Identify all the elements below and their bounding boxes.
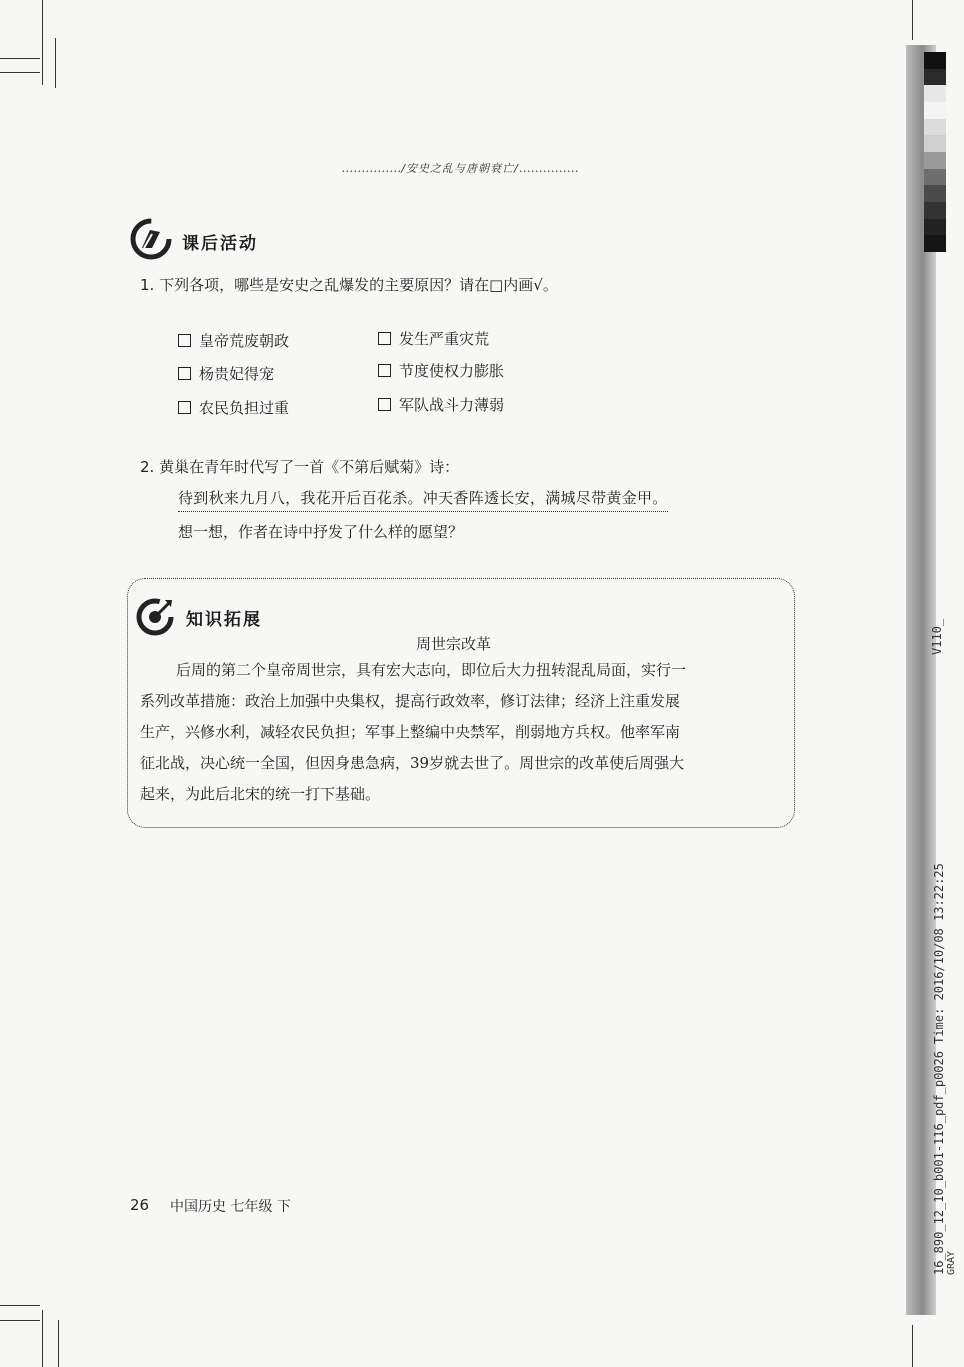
gray-scale-bar <box>924 52 946 252</box>
question-2-prompt: 想一想，作者在诗中抒发了什么样的愿望？ <box>178 523 464 541</box>
crop-mark <box>55 38 56 88</box>
option-item <box>378 360 504 381</box>
option-label: 农民负担过重 <box>199 399 290 417</box>
margin-v110: V110_ <box>930 618 944 655</box>
header-dots-right: …………… <box>518 161 579 175</box>
book-title: 中国历史 七年级 下 <box>170 1199 291 1215</box>
option-label: 军队战斗力薄弱 <box>399 396 505 414</box>
running-header <box>0 160 920 176</box>
paragraph-line: 后周的第二个皇帝周世宗，具有宏大志向，即位后大力扭转混乱局面，实行一 <box>176 661 687 679</box>
target-arrow-icon <box>135 596 175 636</box>
checkbox[interactable] <box>178 401 191 414</box>
pencil-swirl-icon <box>130 218 172 260</box>
margin-file-info: 16_890_12_10_b001-116_pdf_p0026 Time: 2016/10/08 13:22:25 <box>932 863 946 1275</box>
checkbox[interactable] <box>378 398 391 411</box>
option-item <box>178 397 289 418</box>
paragraph-line: 征北战，决心统一全国，但因身患急病，39岁就去世了。周世宗的改革使后周强大 <box>140 754 685 772</box>
paragraph-line: 生产，兴修水利，减轻农民负担；军事上整编中央禁军，削弱地方兵权。他率军南 <box>140 723 681 741</box>
knowledge-subtitle: 周世宗改革 <box>416 635 492 653</box>
option-item <box>378 328 489 349</box>
paragraph-line: 起来，为此后北宋的统一打下基础。 <box>140 785 381 803</box>
option-item <box>178 330 289 351</box>
crop-mark <box>0 72 40 73</box>
question-1: 1. 下列各项，哪些是安史之乱爆发的主要原因？请在□内画√。 <box>140 276 558 294</box>
checkbox[interactable] <box>378 332 391 345</box>
crop-mark <box>42 0 43 85</box>
checkbox[interactable] <box>178 367 191 380</box>
crop-mark <box>58 1320 59 1367</box>
margin-gray: GRAY <box>946 1250 957 1275</box>
header-title: /安史之乱与唐朝衰亡/ <box>401 162 519 175</box>
checkbox[interactable] <box>378 364 391 377</box>
question-2: 2. 黄巢在青年时代写了一首《不第后赋菊》诗： <box>140 458 460 476</box>
option-item <box>178 363 274 384</box>
option-item <box>378 394 504 415</box>
page-number: 26 <box>130 1196 150 1214</box>
section-title-activities: 课后活动 <box>182 234 258 254</box>
option-label: 节度使权力膨胀 <box>399 362 505 380</box>
checkbox[interactable] <box>178 334 191 347</box>
crop-mark <box>912 1325 913 1367</box>
section-title-knowledge: 知识拓展 <box>186 610 262 630</box>
knowledge-paragraph <box>140 655 780 810</box>
header-dots-left: …………… <box>341 161 402 175</box>
option-label: 发生严重灾荒 <box>399 330 490 348</box>
crop-mark <box>42 1310 43 1367</box>
crop-mark <box>0 58 40 59</box>
option-label: 皇帝荒废朝政 <box>199 332 290 350</box>
option-label: 杨贵妃得宠 <box>199 365 275 383</box>
crop-mark <box>0 1320 40 1321</box>
crop-mark <box>0 1305 40 1306</box>
paragraph-line: 系列改革措施：政治上加强中央集权，提高行政效率，修订法律；经济上注重发展 <box>140 692 681 710</box>
crop-mark <box>912 0 913 40</box>
poem-text: 待到秋来九月八，我花开后百花杀。冲天香阵透长安，满城尽带黄金甲。 <box>178 487 668 512</box>
